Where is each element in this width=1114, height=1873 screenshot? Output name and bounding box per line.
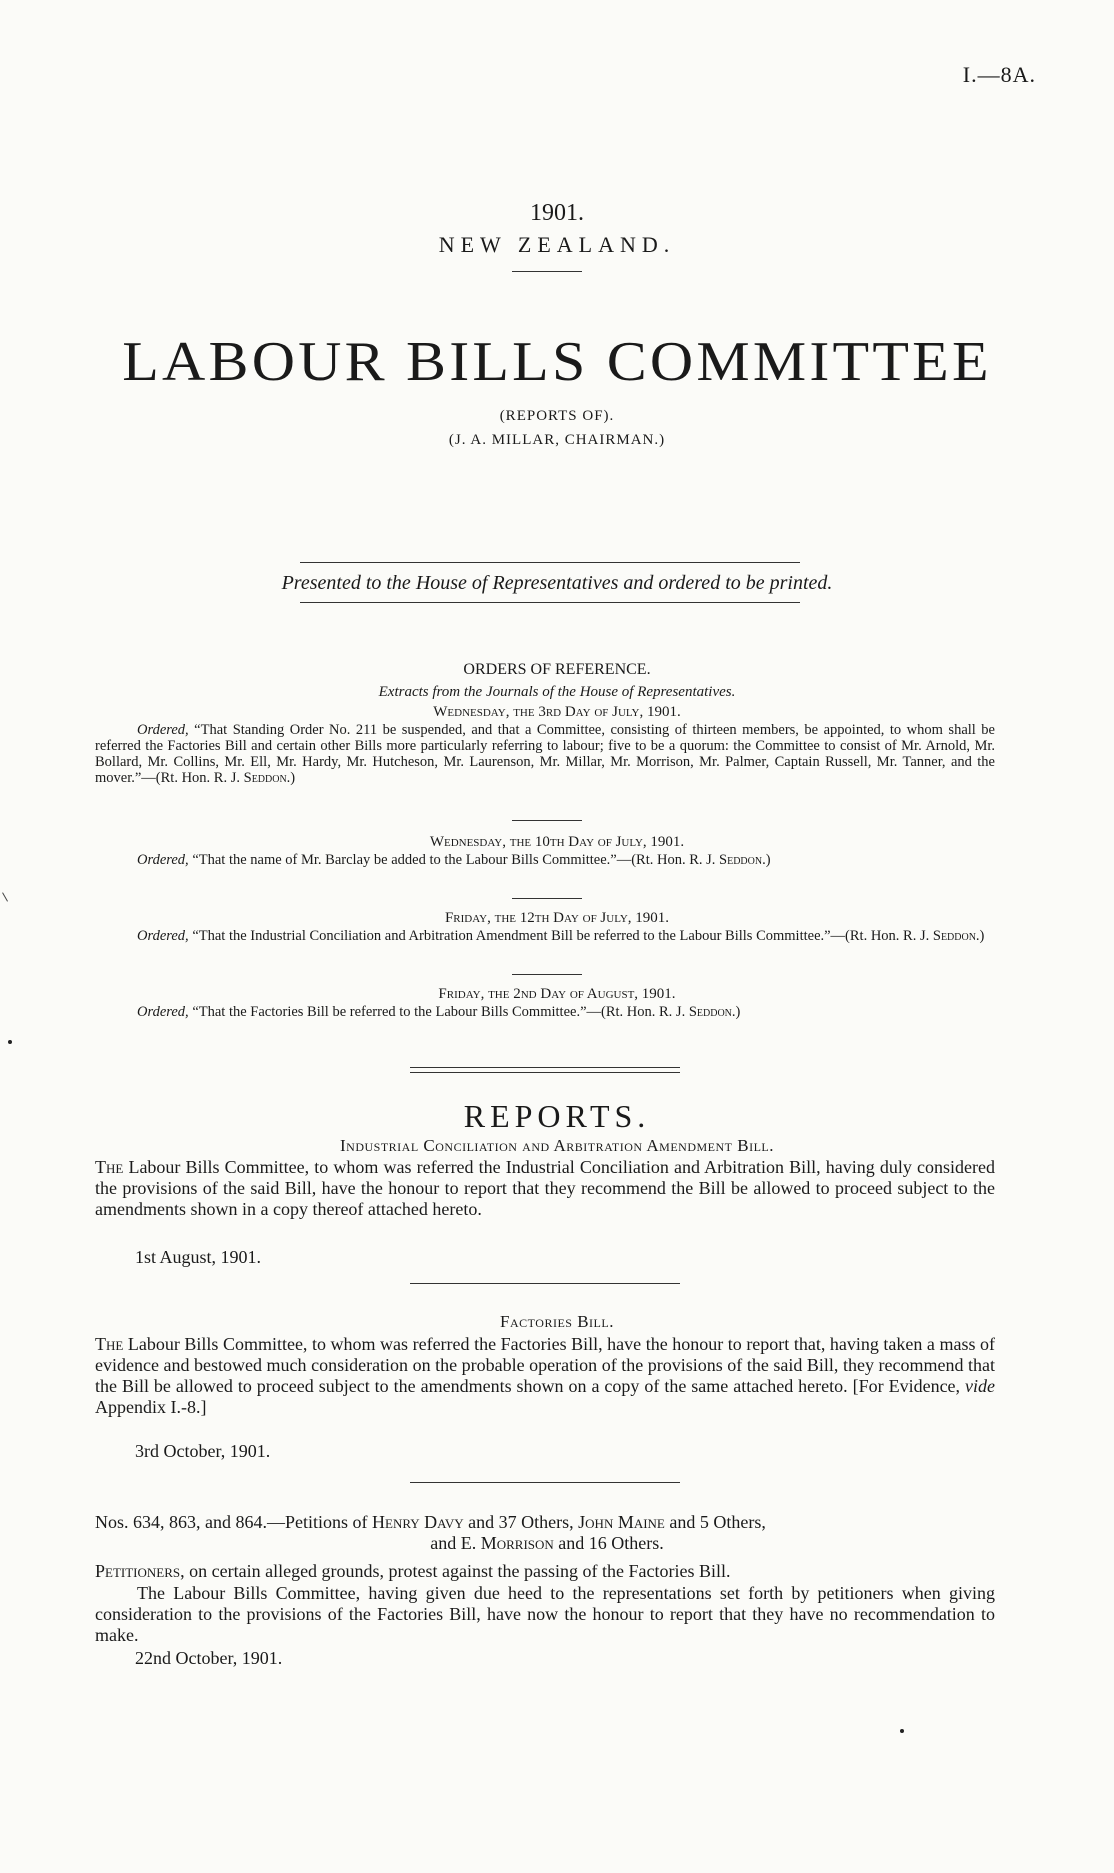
divider: [300, 602, 800, 603]
petition-heading: [95, 1512, 995, 1533]
petition-date: 22nd October, 1901.: [135, 1648, 283, 1668]
petition-others: and 16 Others.: [553, 1533, 664, 1553]
order-date: Friday, the 2nd Day of August, 1901.: [438, 986, 676, 1002]
report-date: 3rd October, 1901.: [135, 1441, 271, 1461]
order-mover: Seddon.): [688, 1004, 741, 1020]
divider: [410, 1482, 680, 1483]
order-date: Friday, the 12th Day of July, 1901.: [444, 910, 670, 926]
ordered-label: Ordered,: [137, 722, 189, 738]
order-text: “That the Industrial Conciliation and Arbitration Amendment Bill be referred to the Labour Bills Committee.”—(Rt. Hon. R. J.: [188, 928, 933, 944]
petitioner-name: Henry Davy: [372, 1512, 464, 1532]
chairman: (J. A. MILLAR, CHAIRMAN.): [448, 432, 666, 448]
divider: [512, 820, 582, 821]
report-text: Labour Bills Committee, to whom was referred the Factories Bill, have the honour to report that, having taken a mass of evidence and bestowed much consideration on the probable operation of the provisions of the said Bill, they recommend that the Bill be allowed to proceed subject to the amendments shown on a copy of the same attached hereto. [For Evidence,: [95, 1334, 995, 1396]
divider: [410, 1067, 680, 1068]
order-text: “That the name of Mr. Barclay be added to the Labour Bills Committee.”—(Rt. Hon. R. J.: [188, 852, 720, 868]
petition-protest-text: on certain alleged grounds, protest against the passing of the Factories Bill.: [184, 1561, 731, 1581]
report-title: Industrial Conciliation and Arbitration Amendment Bill.: [340, 1136, 774, 1155]
order-entry: [95, 928, 995, 944]
report-text: Labour Bills Committee, to whom was referred the Industrial Conciliation and Arbitration Bill, having duly considered the provisions of the said Bill, have the honour to report that they recommend the Bill be allowed to proceed subject to the amendments shown in a copy thereof attached hereto.: [95, 1157, 995, 1219]
petition-protest: [95, 1561, 995, 1582]
order-entry: [95, 722, 995, 786]
country: NEW ZEALAND.: [438, 232, 676, 257]
order-entry: [95, 1004, 995, 1020]
petition-lead: Petitioners,: [95, 1561, 185, 1581]
order-date: Wednesday, the 3rd Day of July, 1901.: [433, 704, 681, 720]
report-date: 1st August, 1901.: [135, 1247, 262, 1267]
petition-mid: and 5 Others,: [664, 1512, 766, 1532]
petition-body: The Labour Bills Committee, having given due heed to the representations set forth by petitioners when giving consideration to the provisions of the Factories Bill, have now the honour to report that they have no recommendation to make.: [95, 1583, 995, 1645]
order-mover: Seddon.): [243, 770, 296, 786]
divider: [512, 974, 582, 975]
ordered-label: Ordered,: [137, 852, 189, 868]
scan-speck: [900, 1729, 904, 1733]
scan-speck: [8, 1040, 12, 1044]
page-title: LABOUR BILLS COMMITTEE: [122, 331, 992, 393]
order-entry: [95, 852, 995, 868]
petition-and: and E.: [430, 1533, 481, 1553]
report-body: [95, 1334, 995, 1418]
order-mover: Seddon.): [932, 928, 985, 944]
ordered-label: Ordered,: [137, 1004, 189, 1020]
report-body: [95, 1157, 995, 1220]
subtitle: (REPORTS OF).: [499, 408, 615, 424]
vide-italic: vide: [965, 1376, 995, 1396]
page-reference: I.—8A.: [962, 62, 1036, 87]
order-mover: Seddon.): [719, 852, 771, 868]
report-lead: The: [95, 1157, 124, 1177]
petition-heading-line2: [0, 1533, 1104, 1554]
divider: [512, 898, 582, 899]
petitioner-name: Morrison: [480, 1533, 554, 1553]
report-title: Factories Bill.: [500, 1312, 614, 1331]
orders-extracts: Extracts from the Journals of the House of Representatives.: [378, 684, 736, 700]
scan-mark: [2, 888, 15, 901]
divider: [410, 1072, 680, 1073]
divider: [410, 1283, 680, 1284]
orders-heading: ORDERS OF REFERENCE.: [463, 661, 651, 678]
report-appendix: Appendix I.-8.]: [95, 1397, 207, 1417]
petition-mid: and 37 Others,: [463, 1512, 579, 1532]
divider: [300, 562, 800, 563]
year: 1901.: [530, 200, 584, 226]
ordered-label: Ordered,: [137, 928, 189, 944]
petition-nos: Nos. 634, 863, and 864.—Petitions of: [95, 1512, 372, 1532]
petitioner-name: John Maine: [578, 1512, 665, 1532]
divider: [512, 271, 582, 272]
report-lead: The: [95, 1334, 124, 1354]
reports-heading: REPORTS.: [463, 1098, 651, 1134]
order-text: “That Standing Order No. 211 be suspended, and that a Committee, consisting of thirteen members, be appointed, to whom shall be referred the Factories Bill and certain other Bills more particularly referring to labour; five to be a quorum: the Committee to consist of Mr. Arnold, Mr. Bollard, Mr. Collins, Mr. Ell, Mr. Hardy, Mr. Hutcheson, Mr. Laurenson, Mr. Millar, Mr. Morrison, Mr. Palmer, Captain Russell, Mr. Tanner, and the mover.”—(Rt. Hon. R. J.: [95, 722, 995, 786]
presented-note: Presented to the House of Representatives and ordered to be printed.: [281, 572, 833, 594]
order-text: “That the Factories Bill be referred to the Labour Bills Committee.”—(Rt. Hon. R. J.: [188, 1004, 689, 1020]
order-date: Wednesday, the 10th Day of July, 1901.: [429, 834, 685, 850]
